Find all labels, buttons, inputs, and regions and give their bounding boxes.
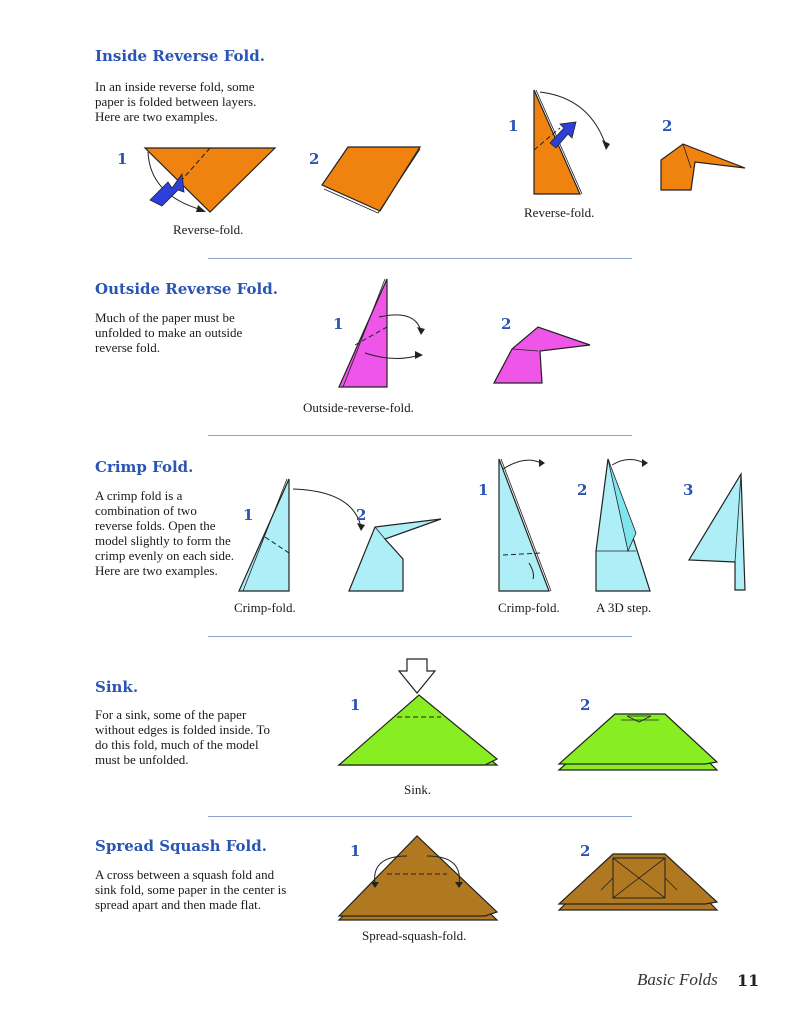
caption: Crimp-fold. <box>234 600 296 615</box>
step-number: 2 <box>580 696 591 714</box>
step-number: 2 <box>309 150 320 168</box>
step-number: 1 <box>478 481 489 499</box>
footer-title: Basic Folds <box>637 970 718 989</box>
step-number: 1 <box>350 842 361 860</box>
step-number: 1 <box>333 315 344 333</box>
section-divider <box>208 636 632 637</box>
step-number: 2 <box>356 506 367 524</box>
section-divider <box>208 816 632 817</box>
page-number: 11 <box>737 971 760 990</box>
crimp-diagram-2 <box>345 515 445 595</box>
caption: Spread-squash-fold. <box>362 928 467 943</box>
outside-reverse-diagram-2 <box>490 325 595 387</box>
caption: Outside-reverse-fold. <box>303 400 414 415</box>
caption: Sink. <box>404 782 432 797</box>
caption: A 3D step. <box>596 600 652 615</box>
spread-squash-diagram-1 <box>335 830 500 925</box>
step-number: 2 <box>577 481 588 499</box>
spread-squash-diagram-2 <box>555 850 720 915</box>
crimp-diagram-5 <box>685 470 750 595</box>
inside-reverse-diagram-2 <box>320 145 425 215</box>
section-text-inside-reverse: In an inside reverse fold, some paper is folded between layers. Here are two examples. <box>95 79 257 124</box>
step-number: 3 <box>683 481 694 499</box>
step-number: 2 <box>662 117 673 135</box>
step-number: 1 <box>243 506 254 524</box>
caption: Reverse-fold. <box>173 222 244 237</box>
section-divider <box>208 258 632 259</box>
section-title-sink: Sink. <box>95 678 139 696</box>
outside-reverse-diagram-1 <box>335 275 435 390</box>
sink-diagram-2 <box>555 710 720 775</box>
section-divider <box>208 435 632 436</box>
step-number: 1 <box>117 150 128 168</box>
section-text-crimp: A crimp fold is a combination of two reverse folds. Open the model slightly to form the crimp evenly on each side. Here are two examples. <box>95 488 234 578</box>
section-text-spread-squash: A cross between a squash fold and sink fold, some paper in the center is spread apart and then made flat. <box>95 867 287 912</box>
section-title-crimp: Crimp Fold. <box>95 458 194 476</box>
inside-reverse-diagram-1 <box>140 140 280 220</box>
section-text-outside-reverse: Much of the paper must be unfolded to make an outside reverse fold. <box>95 310 243 355</box>
crimp-diagram-4 <box>592 455 662 595</box>
step-number: 1 <box>350 696 361 714</box>
sink-diagram-1 <box>335 655 500 775</box>
inside-reverse-diagram-3 <box>530 88 615 198</box>
step-number: 2 <box>580 842 591 860</box>
caption: Crimp-fold. <box>498 600 560 615</box>
step-number: 1 <box>508 117 519 135</box>
section-title-outside-reverse: Outside Reverse Fold. <box>95 280 278 298</box>
section-text-sink: For a sink, some of the paper without edges is folded inside. To do this fold, much of the model must be unfolded. <box>95 707 271 767</box>
caption: Reverse-fold. <box>524 205 595 220</box>
section-title-inside-reverse: Inside Reverse Fold. <box>95 47 265 65</box>
section-title-spread-squash: Spread Squash Fold. <box>95 837 267 855</box>
inside-reverse-diagram-4 <box>657 140 749 195</box>
step-number: 2 <box>501 315 512 333</box>
crimp-diagram-3 <box>495 455 565 595</box>
